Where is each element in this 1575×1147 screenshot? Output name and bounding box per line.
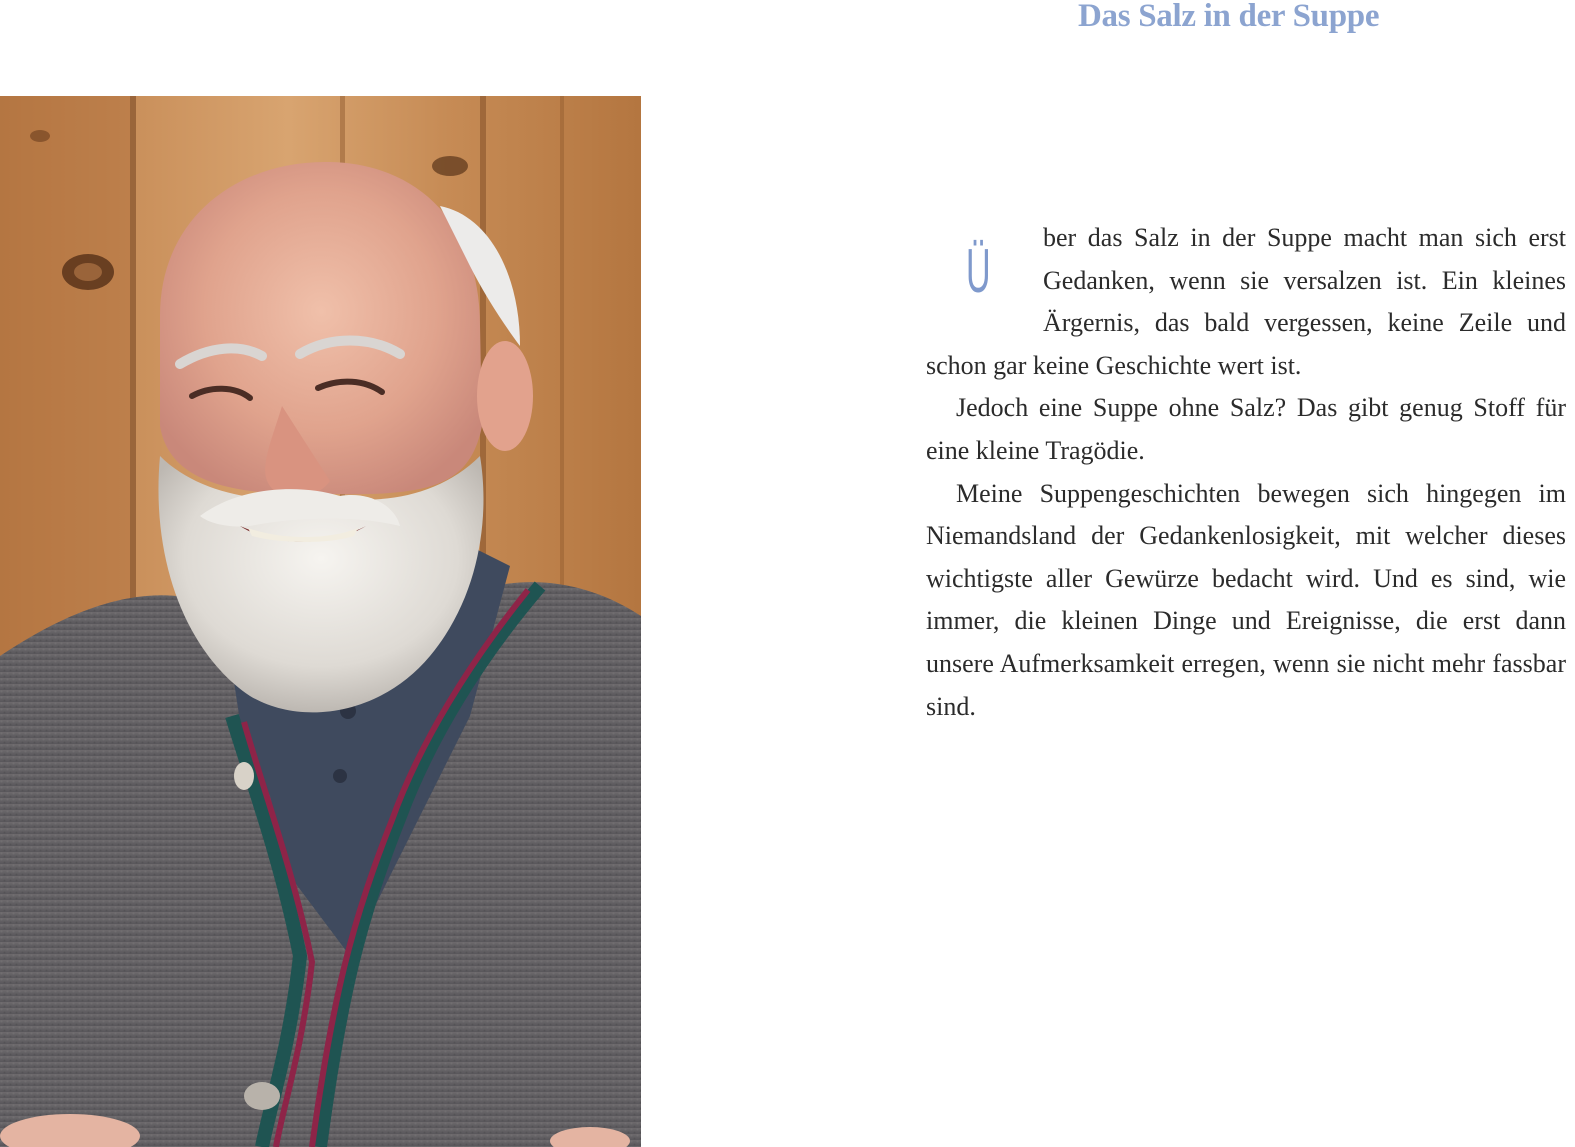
paragraph-2: Jedoch eine Suppe ohne Salz? Das gibt genug Stoff für eine kleine Tragödie.: [926, 393, 1566, 465]
paragraph-1-text: ber das Salz in der Suppe macht man sich erst Gedanken, wenn sie versalzen ist. Ein kleines Ärgernis, das bald vergessen, keine Zeile und schon gar keine Geschichte wert ist.: [926, 223, 1566, 380]
running-title: Das Salz in der Suppe: [1078, 0, 1380, 34]
portrait-photo: [0, 96, 641, 1147]
article-body: [926, 217, 1566, 728]
drop-cap-letter: Ü: [966, 237, 991, 306]
paragraph-3: Meine Suppengeschichten bewegen sich hingegen im Niemandsland der Gedankenlosigkeit, mit welcher dieses wichtigste aller Gewürze bedacht wird. Und es sind, wie immer, die kleinen Dinge und Ereignisse, die erst dann unsere Aufmerksamkeit erregen, wenn sie nicht mehr fassbar sind.: [926, 478, 1566, 721]
paragraph-1: [926, 217, 1566, 387]
drop-cap: [926, 219, 1043, 343]
